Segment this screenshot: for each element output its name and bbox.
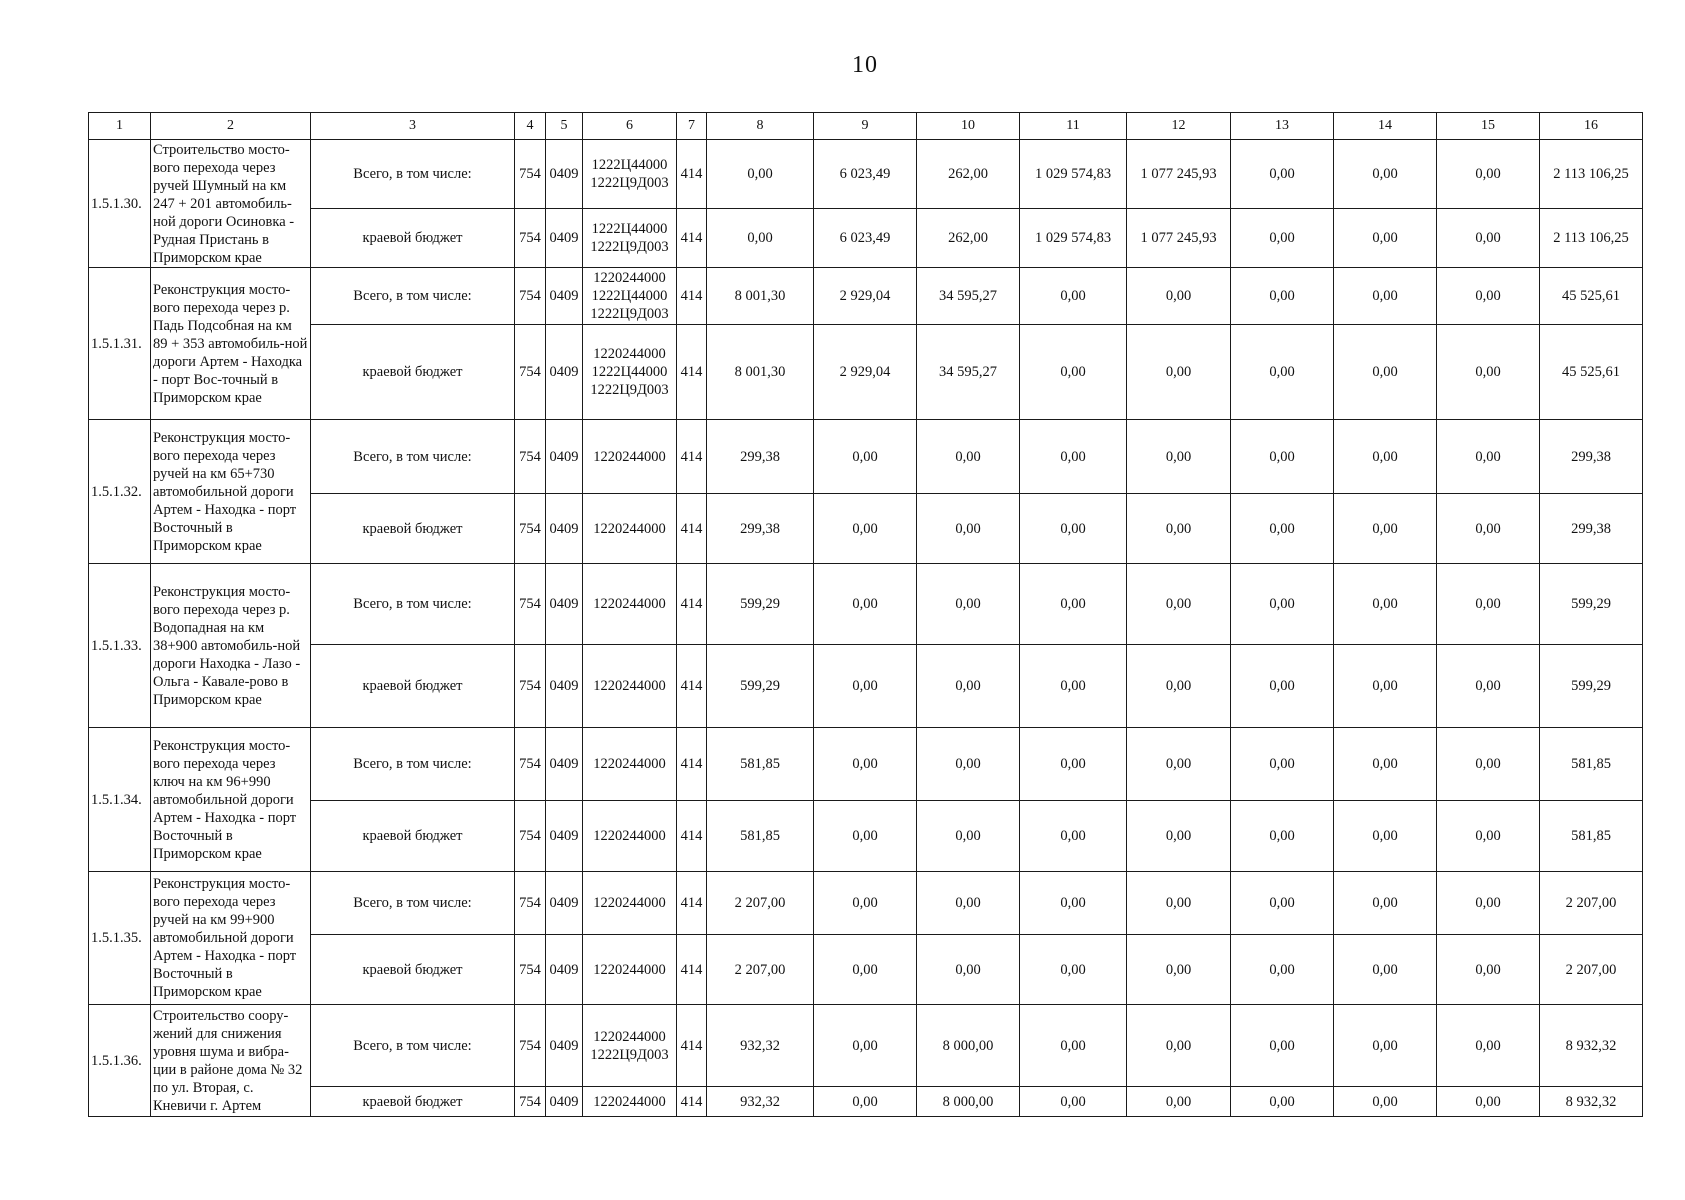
year-value: 0,00	[1127, 325, 1231, 420]
year-value: 0,00	[1127, 872, 1231, 935]
table-row	[89, 935, 1643, 1005]
year-value: 0,00	[814, 801, 917, 872]
year-value: 0,00	[1437, 268, 1540, 325]
year-value: 2 207,00	[707, 872, 814, 935]
header-cell: 2	[151, 113, 311, 140]
year-value: 0,00	[1334, 420, 1437, 494]
year-value: 1 077 245,93	[1127, 209, 1231, 268]
ministry-code: 754	[515, 872, 546, 935]
year-value: 0,00	[917, 935, 1020, 1005]
expense-type-code: 414	[677, 645, 707, 728]
ministry-code: 754	[515, 564, 546, 645]
year-value: 0,00	[917, 645, 1020, 728]
funding-source: Всего, в том числе:	[311, 564, 515, 645]
section-code: 0409	[546, 935, 583, 1005]
target-code: 1222Ц44000	[591, 364, 668, 380]
year-value: 0,00	[1437, 1087, 1540, 1117]
year-value: 0,00	[814, 420, 917, 494]
year-value: 0,00	[814, 564, 917, 645]
total-value: 599,29	[1540, 645, 1643, 728]
expense-type-code: 414	[677, 1087, 707, 1117]
target-code: 1220244000	[593, 448, 666, 465]
year-value: 8 001,30	[707, 268, 814, 325]
target-code: 1222Ц44000	[591, 288, 668, 304]
year-value: 0,00	[1020, 325, 1127, 420]
table-row	[89, 325, 1643, 420]
funding-source: Всего, в том числе:	[311, 140, 515, 209]
year-value: 0,00	[1334, 494, 1437, 564]
year-value: 262,00	[917, 209, 1020, 268]
year-value: 6 023,49	[814, 140, 917, 209]
target-code: 1222Ц9Д003	[590, 239, 669, 255]
header-cell: 3	[311, 113, 515, 140]
item-number: 1.5.1.32.	[89, 420, 151, 564]
year-value: 8 000,00	[917, 1087, 1020, 1117]
funding-source: краевой бюджет	[311, 325, 515, 420]
item-number: 1.5.1.30.	[89, 140, 151, 268]
section-code: 0409	[546, 645, 583, 728]
year-value: 0,00	[1127, 1087, 1231, 1117]
expense-type-code: 414	[677, 325, 707, 420]
year-value: 0,00	[814, 645, 917, 728]
header-row	[89, 113, 1643, 140]
header-cell: 1	[89, 113, 151, 140]
expense-type-code: 414	[677, 801, 707, 872]
header-cell: 12	[1127, 113, 1231, 140]
year-value: 0,00	[1334, 645, 1437, 728]
year-value: 0,00	[1334, 801, 1437, 872]
header-cell: 15	[1437, 113, 1540, 140]
target-code: 1220244000	[593, 1093, 666, 1110]
header-cell: 16	[1540, 113, 1643, 140]
year-value: 0,00	[1334, 140, 1437, 209]
funding-source: Всего, в том числе:	[311, 1005, 515, 1087]
year-value: 0,00	[1437, 325, 1540, 420]
header-cell: 10	[917, 113, 1020, 140]
year-value: 0,00	[1437, 494, 1540, 564]
year-value: 0,00	[1437, 872, 1540, 935]
target-code: 1222Ц9Д003	[590, 306, 669, 322]
target-code: 1222Ц9Д003	[590, 382, 669, 398]
section-code: 0409	[546, 801, 583, 872]
target-code: 1220244000	[593, 828, 666, 844]
year-value: 0,00	[1127, 728, 1231, 801]
total-value: 581,85	[1540, 728, 1643, 801]
ministry-code: 754	[515, 935, 546, 1005]
year-value: 2 929,04	[814, 325, 917, 420]
section-code: 0409	[546, 872, 583, 935]
target-code: 1220244000	[593, 520, 666, 537]
year-value: 0,00	[1127, 564, 1231, 645]
year-value: 0,00	[1437, 140, 1540, 209]
target-code-cell	[583, 1087, 677, 1117]
year-value: 0,00	[1231, 420, 1334, 494]
section-code: 0409	[546, 728, 583, 801]
item-number: 1.5.1.34.	[89, 728, 151, 872]
year-value: 299,38	[707, 420, 814, 494]
total-value: 8 932,32	[1540, 1087, 1643, 1117]
table-row	[89, 209, 1643, 268]
header-cell: 7	[677, 113, 707, 140]
expense-type-code: 414	[677, 140, 707, 209]
expense-type-code: 414	[677, 935, 707, 1005]
expense-type-code: 414	[677, 1005, 707, 1087]
item-name: Реконструкция мосто-вого перехода через ручей на км 99+900 автомобильной дороги Артем - Находка - порт Восточный в Приморском крае	[151, 872, 311, 1005]
year-value: 0,00	[1020, 801, 1127, 872]
year-value: 0,00	[1437, 801, 1540, 872]
funding-source: краевой бюджет	[311, 645, 515, 728]
funding-source: краевой бюджет	[311, 209, 515, 268]
target-code: 1220244000	[593, 1028, 666, 1045]
item-name: Реконструкция мосто-вого перехода через р. Водопадная на км 38+900 автомобиль-ной дороги Находка - Лазо - Ольга - Кавале-рово в Приморском крае	[151, 564, 311, 728]
ministry-code: 754	[515, 728, 546, 801]
funding-source: Всего, в том числе:	[311, 872, 515, 935]
year-value: 0,00	[707, 209, 814, 268]
header-cell: 6	[583, 113, 677, 140]
year-value: 0,00	[1127, 268, 1231, 325]
year-value: 8 000,00	[917, 1005, 1020, 1087]
total-value: 599,29	[1540, 564, 1643, 645]
header-cell: 14	[1334, 113, 1437, 140]
year-value: 0,00	[917, 872, 1020, 935]
year-value: 0,00	[1020, 494, 1127, 564]
year-value: 0,00	[1231, 209, 1334, 268]
target-code: 1220244000	[593, 596, 666, 612]
expense-type-code: 414	[677, 564, 707, 645]
year-value: 0,00	[1334, 872, 1437, 935]
year-value: 0,00	[1127, 645, 1231, 728]
year-value: 0,00	[1334, 209, 1437, 268]
header-cell: 11	[1020, 113, 1127, 140]
year-value: 0,00	[1127, 494, 1231, 564]
year-value: 0,00	[1020, 872, 1127, 935]
year-value: 0,00	[814, 935, 917, 1005]
total-value: 2 113 106,25	[1540, 209, 1643, 268]
year-value: 0,00	[1127, 801, 1231, 872]
year-value: 0,00	[1437, 564, 1540, 645]
year-value: 0,00	[917, 728, 1020, 801]
target-code: 1220244000	[593, 895, 666, 911]
target-code: 1220244000	[593, 346, 666, 362]
year-value: 0,00	[917, 801, 1020, 872]
table-row	[89, 494, 1643, 564]
year-value: 0,00	[814, 728, 917, 801]
ministry-code: 754	[515, 209, 546, 268]
header-cell: 13	[1231, 113, 1334, 140]
target-code: 1222Ц44000	[591, 221, 668, 237]
funding-source: Всего, в том числе:	[311, 420, 515, 494]
section-code: 0409	[546, 494, 583, 564]
year-value: 299,38	[707, 494, 814, 564]
year-value: 0,00	[814, 872, 917, 935]
year-value: 0,00	[1334, 935, 1437, 1005]
year-value: 0,00	[1231, 935, 1334, 1005]
year-value: 0,00	[1231, 728, 1334, 801]
year-value: 262,00	[917, 140, 1020, 209]
item-name: Реконструкция мосто-вого перехода через ключ на км 96+990 автомобильной дороги Артем - Находка - порт Восточный в Приморском крае	[151, 728, 311, 872]
target-code: 1220244000	[593, 270, 666, 286]
target-code-cell	[583, 645, 677, 728]
year-value: 0,00	[1231, 564, 1334, 645]
year-value: 34 595,27	[917, 325, 1020, 420]
year-value: 0,00	[1020, 420, 1127, 494]
year-value: 0,00	[1020, 935, 1127, 1005]
year-value: 0,00	[1231, 325, 1334, 420]
item-name: Строительство соору-жений для снижения уровня шума и вибра-ции в районе дома № 32 по ул. Вторая, с. Кневичи г. Артем	[151, 1005, 311, 1117]
funding-source: Всего, в том числе:	[311, 268, 515, 325]
year-value: 1 029 574,83	[1020, 209, 1127, 268]
ministry-code: 754	[515, 140, 546, 209]
total-value: 299,38	[1540, 420, 1643, 494]
year-value: 0,00	[1437, 420, 1540, 494]
funding-source: краевой бюджет	[311, 494, 515, 564]
year-value: 0,00	[1437, 645, 1540, 728]
funding-source: краевой бюджет	[311, 801, 515, 872]
year-value: 932,32	[707, 1005, 814, 1087]
item-number: 1.5.1.31.	[89, 268, 151, 420]
header-cell: 5	[546, 113, 583, 140]
year-value: 1 029 574,83	[1020, 140, 1127, 209]
section-code: 0409	[546, 140, 583, 209]
target-code-cell	[583, 872, 677, 935]
table-row	[89, 872, 1643, 935]
section-code: 0409	[546, 1005, 583, 1087]
year-value: 0,00	[1020, 645, 1127, 728]
year-value: 0,00	[1020, 728, 1127, 801]
year-value: 0,00	[1437, 1005, 1540, 1087]
total-value: 2 207,00	[1540, 872, 1643, 935]
item-name: Строительство мосто-вого перехода через ручей Шумный на км 247 + 201 автомобиль-ной дороги Осиновка - Рудная Пристань в Приморском крае	[151, 140, 311, 268]
target-code-cell	[583, 325, 677, 420]
expense-type-code: 414	[677, 209, 707, 268]
header-cell: 8	[707, 113, 814, 140]
ministry-code: 754	[515, 420, 546, 494]
target-code-cell	[583, 801, 677, 872]
target-code-cell	[583, 1005, 677, 1087]
total-value: 2 207,00	[1540, 935, 1643, 1005]
year-value: 0,00	[1231, 268, 1334, 325]
year-value: 6 023,49	[814, 209, 917, 268]
expense-type-code: 414	[677, 494, 707, 564]
total-value: 581,85	[1540, 801, 1643, 872]
total-value: 299,38	[1540, 494, 1643, 564]
total-value: 2 113 106,25	[1540, 140, 1643, 209]
ministry-code: 754	[515, 494, 546, 564]
section-code: 0409	[546, 268, 583, 325]
target-code-cell	[583, 564, 677, 645]
year-value: 0,00	[917, 420, 1020, 494]
target-code-cell	[583, 268, 677, 325]
target-code-cell	[583, 140, 677, 209]
year-value: 0,00	[1020, 564, 1127, 645]
table-row	[89, 728, 1643, 801]
target-code-cell	[583, 494, 677, 564]
year-value: 0,00	[1334, 564, 1437, 645]
funding-source: краевой бюджет	[311, 935, 515, 1005]
target-code: 1220244000	[593, 756, 666, 772]
year-value: 0,00	[1334, 728, 1437, 801]
year-value: 0,00	[1020, 268, 1127, 325]
table-body	[89, 140, 1643, 1117]
year-value: 0,00	[1020, 1005, 1127, 1087]
table-row	[89, 1005, 1643, 1087]
year-value: 0,00	[814, 494, 917, 564]
table-row	[89, 801, 1643, 872]
year-value: 2 929,04	[814, 268, 917, 325]
ministry-code: 754	[515, 268, 546, 325]
table-row	[89, 564, 1643, 645]
section-code: 0409	[546, 209, 583, 268]
year-value: 0,00	[1231, 645, 1334, 728]
ministry-code: 754	[515, 801, 546, 872]
header-cell: 9	[814, 113, 917, 140]
item-number: 1.5.1.35.	[89, 872, 151, 1005]
year-value: 599,29	[707, 564, 814, 645]
ministry-code: 754	[515, 1005, 546, 1087]
page-number: 10	[852, 52, 878, 78]
total-value: 8 932,32	[1540, 1005, 1643, 1087]
year-value: 0,00	[1231, 1005, 1334, 1087]
section-code: 0409	[546, 325, 583, 420]
year-value: 2 207,00	[707, 935, 814, 1005]
year-value: 0,00	[1127, 420, 1231, 494]
target-code-cell	[583, 935, 677, 1005]
year-value: 0,00	[1231, 872, 1334, 935]
expense-type-code: 414	[677, 420, 707, 494]
year-value: 599,29	[707, 645, 814, 728]
year-value: 0,00	[1437, 728, 1540, 801]
table-row	[89, 268, 1643, 325]
total-value: 45 525,61	[1540, 268, 1643, 325]
year-value: 0,00	[814, 1005, 917, 1087]
year-value: 0,00	[1334, 1005, 1437, 1087]
item-number: 1.5.1.36.	[89, 1005, 151, 1117]
year-value: 0,00	[1437, 209, 1540, 268]
target-code-cell	[583, 420, 677, 494]
table-row	[89, 645, 1643, 728]
year-value: 0,00	[1231, 494, 1334, 564]
target-code: 1222Ц44000	[591, 157, 668, 173]
target-code: 1220244000	[593, 961, 666, 978]
year-value: 581,85	[707, 728, 814, 801]
section-code: 0409	[546, 1087, 583, 1117]
year-value: 0,00	[707, 140, 814, 209]
target-code: 1222Ц9Д003	[590, 1046, 669, 1063]
year-value: 581,85	[707, 801, 814, 872]
ministry-code: 754	[515, 645, 546, 728]
target-code-cell	[583, 209, 677, 268]
section-code: 0409	[546, 564, 583, 645]
year-value: 0,00	[1020, 1087, 1127, 1117]
item-name: Реконструкция мосто-вого перехода через р. Падь Подсобная на км 89 + 353 автомобиль-ной дороги Артем - Находка - порт Вос-точный в Приморском крае	[151, 268, 311, 420]
target-code: 1220244000	[593, 678, 666, 694]
target-code: 1222Ц9Д003	[590, 175, 669, 191]
item-number: 1.5.1.33.	[89, 564, 151, 728]
expense-type-code: 414	[677, 268, 707, 325]
year-value: 8 001,30	[707, 325, 814, 420]
year-value: 0,00	[1334, 325, 1437, 420]
table-row	[89, 1087, 1643, 1117]
table-row	[89, 420, 1643, 494]
year-value: 0,00	[1127, 935, 1231, 1005]
funding-source: краевой бюджет	[311, 1087, 515, 1117]
year-value: 34 595,27	[917, 268, 1020, 325]
year-value: 932,32	[707, 1087, 814, 1117]
expense-type-code: 414	[677, 872, 707, 935]
year-value: 0,00	[917, 564, 1020, 645]
year-value: 0,00	[1334, 1087, 1437, 1117]
budget-table	[88, 112, 1643, 1117]
year-value: 0,00	[917, 494, 1020, 564]
table-row	[89, 140, 1643, 209]
ministry-code: 754	[515, 1087, 546, 1117]
year-value: 0,00	[1334, 268, 1437, 325]
item-name: Реконструкция мосто-вого перехода через ручей на км 65+730 автомобильной дороги Артем - Находка - порт Восточный в Приморском крае	[151, 420, 311, 564]
ministry-code: 754	[515, 325, 546, 420]
funding-source: Всего, в том числе:	[311, 728, 515, 801]
year-value: 0,00	[1231, 801, 1334, 872]
total-value: 45 525,61	[1540, 325, 1643, 420]
year-value: 1 077 245,93	[1127, 140, 1231, 209]
target-code-cell	[583, 728, 677, 801]
year-value: 0,00	[1231, 1087, 1334, 1117]
year-value: 0,00	[1437, 935, 1540, 1005]
header-cell: 4	[515, 113, 546, 140]
year-value: 0,00	[1127, 1005, 1231, 1087]
year-value: 0,00	[1231, 140, 1334, 209]
year-value: 0,00	[814, 1087, 917, 1117]
section-code: 0409	[546, 420, 583, 494]
expense-type-code: 414	[677, 728, 707, 801]
